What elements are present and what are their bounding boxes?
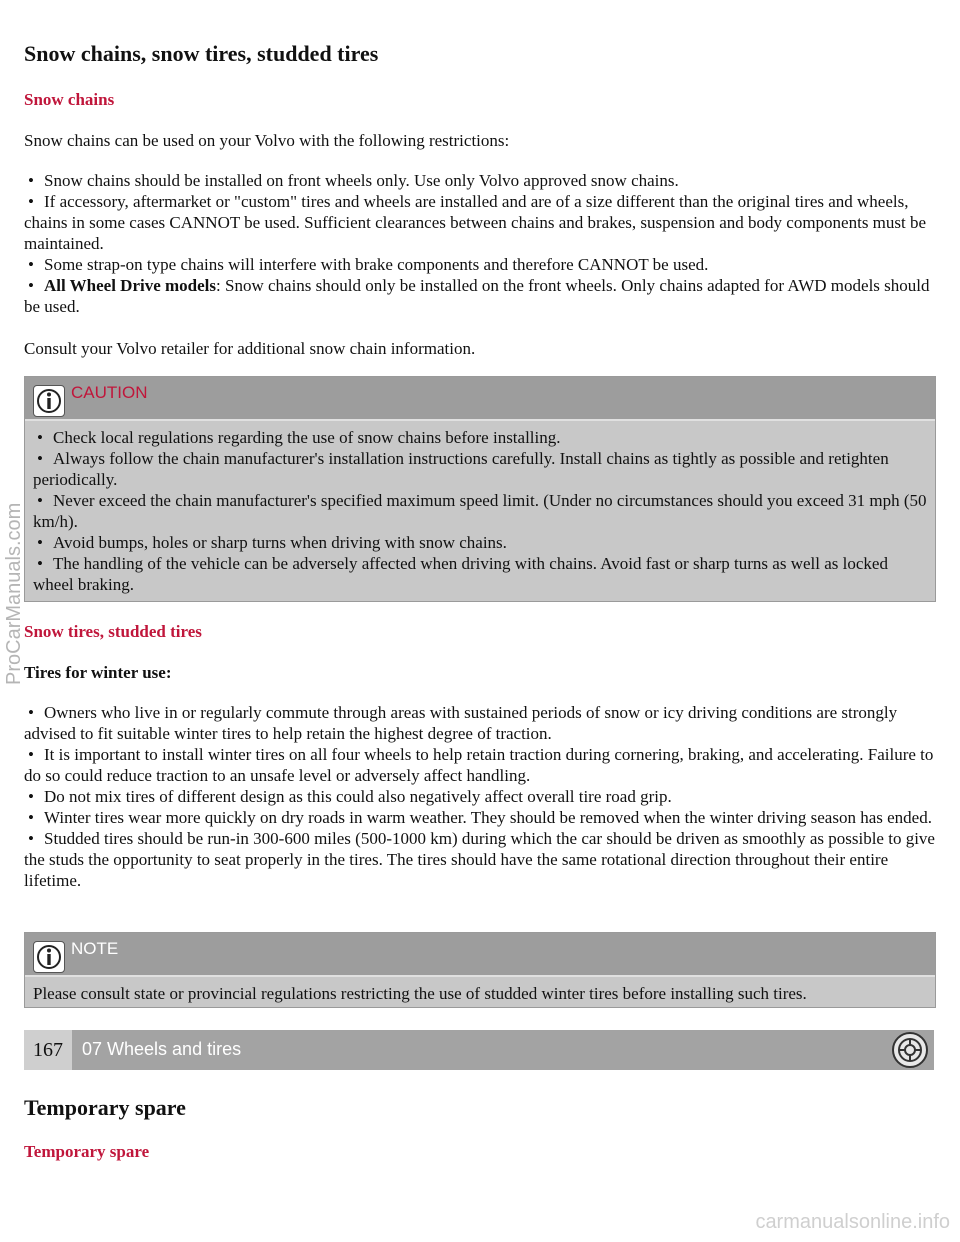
side-watermark — [0, 500, 30, 690]
note-box — [24, 932, 936, 1008]
snow-chains-intro: Snow chains can be used on your Volvo with the following restrictions: — [24, 131, 510, 150]
list-item: • Never exceed the chain manufacturer's specified maximum speed limit. (Under no circumstances should you exceed 31 mph (50 km/h). — [33, 491, 927, 531]
page-title: Snow chains, snow tires, studded tires — [24, 41, 379, 66]
list-item: • Some strap-on type chains will interfere with brake components and therefore CANNOT be used. — [28, 255, 709, 274]
section-heading-snow-chains: Snow chains — [24, 90, 115, 109]
next-page-title: Temporary spare — [24, 1095, 186, 1120]
caution-list — [33, 427, 927, 595]
winter-tires-label: Tires for winter use: — [24, 663, 172, 682]
section-heading-snow-tires: Snow tires, studded tires — [24, 622, 202, 641]
note-body: Please consult state or provincial regulations restricting the use of studded winter tires before installing such tires. — [33, 984, 807, 1003]
list-item: • Owners who live in or regularly commute through areas with sustained periods of snow or icy driving conditions are strongly advised to fit suitable winter tires to help retain the highest degree of traction. — [24, 703, 898, 743]
list-item: • Studded tires should be run-in 300-600 miles (500-1000 km) during which the car should be driven as smoothly as possible to give the studs the opportunity to seat properly in the tires. The tires should have the same rotational direction throughout their entire lifetime. — [24, 829, 935, 890]
list-item: • Do not mix tires of different design as this could also negatively affect overall tire road grip. — [28, 787, 672, 806]
list-item: • Snow chains should be installed on front wheels only. Use only Volvo approved snow chains. — [28, 171, 679, 190]
caution-box — [24, 376, 936, 602]
note-header — [25, 933, 935, 977]
list-item: • Check local regulations regarding the use of snow chains before installing. — [37, 428, 561, 447]
awd-label: All Wheel Drive models — [44, 276, 217, 295]
tire-icon — [892, 1032, 928, 1068]
list-item: • Winter tires wear more quickly on dry roads in warm weather. They should be removed when the winter driving season has ended. — [28, 808, 932, 827]
caution-title: CAUTION — [71, 383, 148, 402]
section-label: 07 Wheels and tires — [82, 1039, 242, 1059]
info-icon — [33, 941, 65, 973]
page-number: 167 — [24, 1030, 72, 1070]
side-watermark-text: ProCarManuals.com — [3, 502, 25, 685]
page-footer — [24, 1030, 934, 1070]
info-icon — [33, 385, 65, 417]
caution-header — [25, 377, 935, 421]
snow-chains-list — [24, 170, 936, 317]
list-item: • It is important to install winter tires on all four wheels to help retain traction during cornering, braking, and accelerating. Failure to do so could reduce traction to an unsafe level or adversely affect handling. — [24, 745, 934, 785]
list-item: • Avoid bumps, holes or sharp turns when driving with snow chains. — [37, 533, 507, 552]
section-heading-temporary-spare: Temporary spare — [24, 1142, 150, 1161]
caution-body — [25, 421, 935, 601]
bottom-watermark: carmanualsonline.info — [755, 1211, 950, 1233]
list-item: • Always follow the chain manufacturer's installation instructions carefully. Install chains as tightly as possible and retighten periodically. — [33, 449, 889, 489]
list-item: • If accessory, aftermarket or "custom" tires and wheels are installed and are of a size different than the original tires and wheels, chains in some cases CANNOT be used. Sufficient clearances between chains and brakes, suspension and body components must be maintained. — [24, 192, 927, 253]
list-item: • All Wheel Drive models: Snow chains should only be installed on the front wheels. Only chains adapted for AWD models should be used. — [24, 276, 930, 316]
snow-tires-list — [24, 702, 936, 891]
snow-chains-consult: Consult your Volvo retailer for additional snow chain information. — [24, 339, 476, 358]
note-title: NOTE — [71, 939, 119, 958]
list-item: • The handling of the vehicle can be adversely affected when driving with chains. Avoid fast or sharp turns as well as locked wheel braking. — [33, 554, 888, 594]
